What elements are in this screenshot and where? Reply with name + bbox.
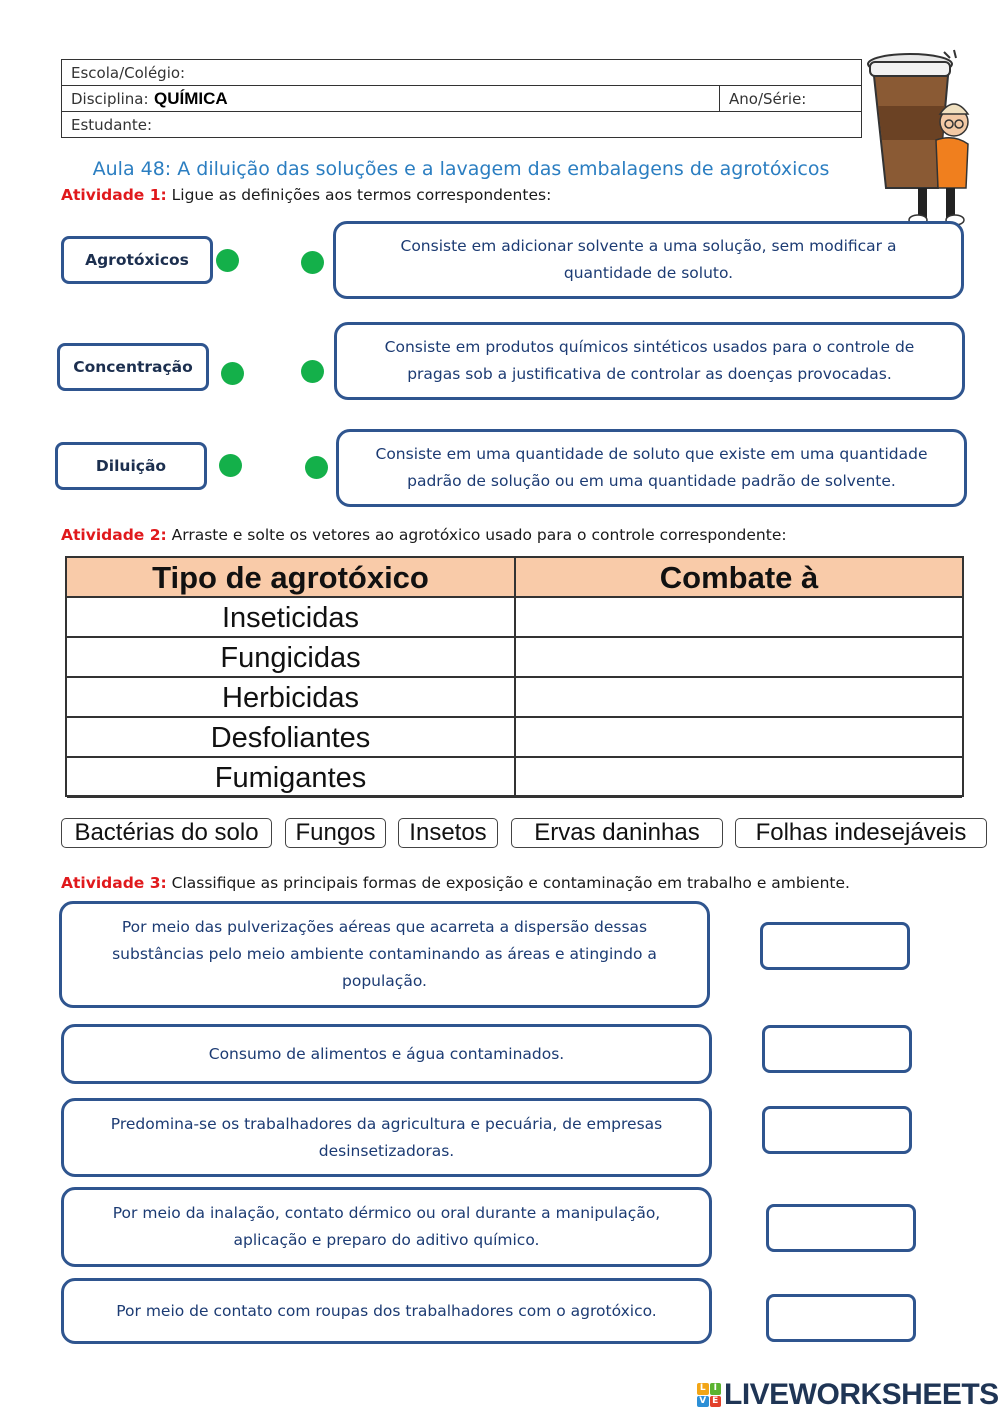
statement-box-2: Consumo de alimentos e água contaminados. [61,1024,712,1084]
subject-value: QUÍMICA [154,89,228,108]
year-label: Ano/Série: [729,90,807,108]
drop-zone[interactable] [516,598,962,638]
activity3-instruction: Classifique as principais formas de exposição e contaminação em trabalho e ambiente. [171,874,850,892]
lesson-title: Aula 48: A diluição das soluções e a lavagem das embalagens de agrotóxicos [92,158,830,180]
table-cell-type: Inseticidas [221,601,359,634]
definition-connector-dot-2[interactable] [301,360,324,383]
term-connector-dot-1[interactable] [216,249,239,272]
answer-input-3[interactable] [762,1106,912,1154]
definition-box-1: Consiste em adicionar solvente a uma solução, sem modificar a quantidade de soluto. [333,221,964,299]
activity3-heading [61,874,850,892]
activity2-label: Atividade 2: [61,526,167,544]
header-info-table [61,59,862,138]
definition-connector-dot-3[interactable] [305,456,328,479]
row-divider [719,86,720,112]
activity1-heading [61,186,551,204]
term-concentracao: Concentração [57,343,209,391]
drag-option-folhas-indesejaveis[interactable]: Folhas indesejáveis [735,818,987,848]
activity1-label: Atividade 1: [61,186,167,204]
table-cell-type: Fungicidas [220,641,361,674]
definition-connector-dot-1[interactable] [301,251,324,274]
term-connector-dot-3[interactable] [219,454,242,477]
liveworksheets-icon: L I V E [697,1383,721,1407]
student-row [62,112,861,138]
term-agrotoxicos: Agrotóxicos [61,236,213,284]
drag-option-ervas-daninhas[interactable]: Ervas daninhas [511,818,723,848]
answer-input-1[interactable] [760,922,910,970]
activity2-heading [61,526,787,544]
statement-box-4: Por meio da inalação, contato dérmico ou oral durante a manipulação, aplicação e preparo do aditivo químico. [61,1187,712,1267]
activity2-instruction: Arraste e solte os vetores ao agrotóxico usado para o controle correspondente: [171,526,787,544]
answer-input-2[interactable] [762,1025,912,1073]
table-cell-type: Fumigantes [214,761,367,794]
school-row [62,60,861,86]
definition-box-3: Consiste em uma quantidade de soluto que existe em uma quantidade padrão de solução ou em uma quantidade padrão de solvente. [336,429,967,507]
drop-zone[interactable] [516,758,962,798]
drop-zone[interactable] [516,718,962,758]
subject-row [62,86,861,112]
answer-input-4[interactable] [766,1204,916,1252]
table-column-divider [514,558,516,795]
statement-box-5: Por meio de contato com roupas dos trabalhadores com o agrotóxico. [61,1278,712,1344]
table-header-type: Tipo de agrotóxico [152,560,429,595]
drop-zone[interactable] [516,678,962,718]
coffee-cup-mascot-icon [862,48,972,228]
activity3-label: Atividade 3: [61,874,167,892]
drag-option-bacterias[interactable]: Bactérias do solo [61,818,272,848]
definition-box-2: Consiste em produtos químicos sintéticos usados para o controle de pragas sob a justificativa de controlar as doenças provocadas. [334,322,965,400]
answer-input-5[interactable] [766,1294,916,1342]
statement-box-3: Predomina-se os trabalhadores da agricultura e pecuária, de empresas desinsetizadoras. [61,1098,712,1177]
table-cell-type: Desfoliantes [210,721,371,754]
activity1-instruction: Ligue as definições aos termos correspondentes: [171,186,552,204]
liveworksheets-logo[interactable] [697,1378,999,1412]
subject-label: Disciplina: [71,90,149,108]
drag-option-fungos[interactable]: Fungos [285,818,386,848]
term-diluicao: Diluição [55,442,207,490]
liveworksheets-wordmark: LIVEWORKSHEETS [724,1378,999,1411]
drag-option-insetos[interactable]: Insetos [398,818,498,848]
term-connector-dot-2[interactable] [221,362,244,385]
drop-zone[interactable] [516,638,962,678]
statement-box-1: Por meio das pulverizações aéreas que acarreta a dispersão dessas substâncias pelo meio ambiente contaminando as áreas e atingindo a população. [59,901,710,1008]
table-header-combats: Combate à [659,560,819,595]
table-cell-type: Herbicidas [222,681,359,714]
school-label: Escola/Colégio: [71,64,186,82]
pesticide-table [65,556,964,797]
student-label: Estudante: [71,116,153,134]
